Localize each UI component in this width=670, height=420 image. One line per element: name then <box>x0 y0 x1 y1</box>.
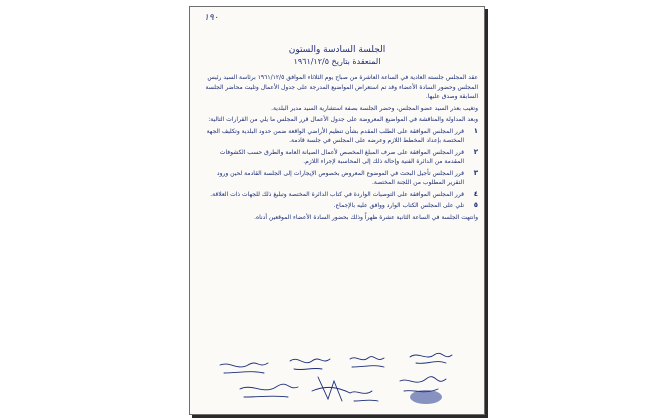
decision-item <box>202 169 478 188</box>
signature-block <box>200 347 476 411</box>
signature <box>350 357 384 367</box>
decision-item <box>202 190 478 200</box>
decision-text: قرر المجلس الموافقة على صرف المبلغ المخصص لأعمال الصيانة العامة والطرق حسب الكشوفات المقدمة من الدائرة الفنية وإحالة ذلك إلى المحاسبة لإجراء اللازم. <box>219 148 464 165</box>
opening-paragraph: وبعد المداولة والمناقشة في المواضيع المعروضة على جدول الأعمال قرر المجلس ما يلي من القرارات التالية: <box>208 116 478 123</box>
signature <box>312 377 350 401</box>
decision-item <box>202 201 478 211</box>
decision-item <box>202 148 478 167</box>
signature <box>400 377 446 392</box>
decision-text: قرر المجلس الموافقة على التوصيات الواردة في كتاب الدائرة المختصة وتبليغ ذلك للجهات ذات العلاقة. <box>210 190 464 198</box>
stamp <box>410 390 442 404</box>
decision-text: تلي على المجلس الكتاب الوارد ووافق عليه بالإجماع. <box>333 202 464 209</box>
signatures-graphic <box>200 347 476 411</box>
intro-paragraph: عقد المجلس جلسته العادية في الساعة العاشرة من صباح يوم الثلاثاء الموافق ١٩٦١/١٢/٥ برئاسة السيد رئيس المجلس وحضور السادة الأعضاء وقد تم استعراض المواضيع المدرجة على جدول الأعمال وتليت محاضر الجلسة السابقة وصدق عليها. <box>203 74 478 100</box>
session-title: الجلسة السادسة والستون <box>288 45 386 55</box>
page-number: ١٩٠ <box>204 13 219 23</box>
decision-item <box>202 127 478 146</box>
closing-paragraph: وانتهت الجلسة في الساعة الثانية عشرة ظهراً وذلك بحضور السادة الأعضاء الموقعين أدناه. <box>254 213 478 221</box>
minutes-body <box>202 73 478 224</box>
decision-number: ٢ <box>473 147 478 156</box>
signature <box>350 391 378 401</box>
signature <box>290 359 330 370</box>
document-page <box>189 6 485 415</box>
signature <box>220 363 268 373</box>
attendance-paragraph: وتغيب بعذر السيد عضو المجلس، وحضر الجلسة بصفة استشارية السيد مدير البلدية. <box>271 104 478 112</box>
decision-number: ٥ <box>473 201 478 209</box>
session-date: المنعقدة بتاريخ ١٩٦١/١٢/٥ <box>293 57 381 66</box>
signature <box>410 353 452 363</box>
decision-number: ٣ <box>473 168 478 177</box>
decision-text: قرر المجلس الموافقة على الطلب المقدم بشأن تنظيم الأراضي الواقعة ضمن حدود البلدية وتكليف الجهة المختصة بإعداد المخطط اللازم وعرضه على المجلس في جلسة قادمة. <box>206 127 464 144</box>
decision-number: ١ <box>473 126 478 135</box>
decision-number: ٤ <box>473 189 478 198</box>
signature <box>240 384 298 397</box>
decision-text: قرر المجلس تأجيل البحث في الموضوع المعروض بخصوص الإيجارات إلى الجلسة القادمة لحين ورود التقرير المطلوب من اللجنة المختصة. <box>216 169 464 186</box>
